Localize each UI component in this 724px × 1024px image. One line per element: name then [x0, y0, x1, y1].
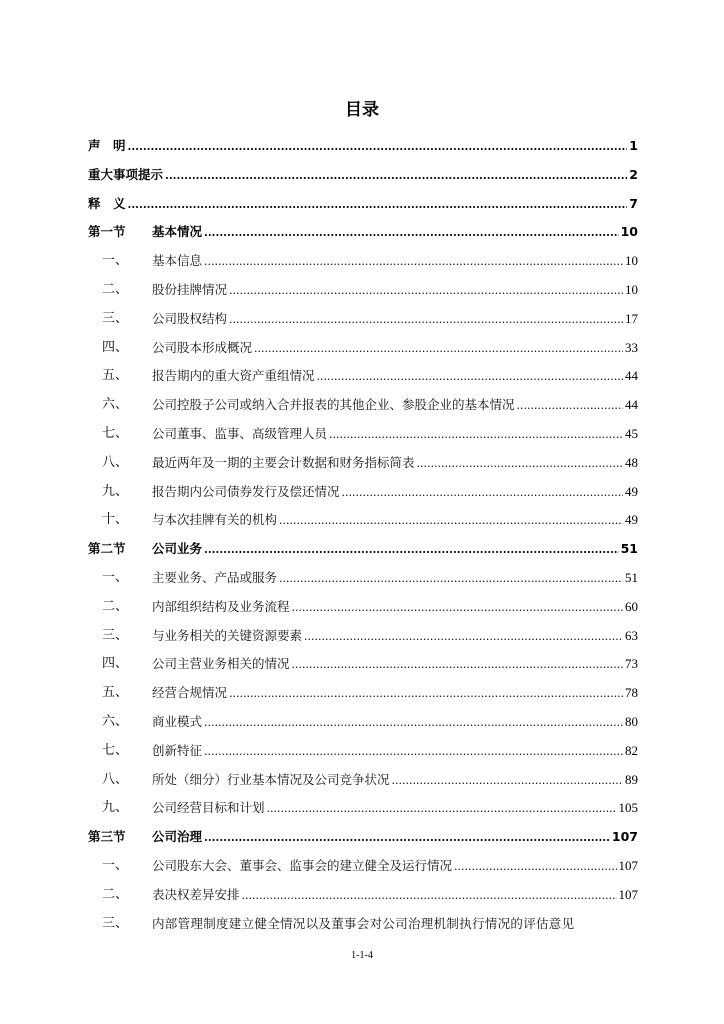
toc-entry-number: 八、 — [102, 772, 129, 787]
toc-entry-label: 经营合规情况 — [152, 685, 228, 700]
toc-entry-page: 49 — [625, 512, 638, 527]
toc-entry-number: 第二节 — [88, 541, 126, 556]
toc-entry-page: 49 — [625, 484, 638, 499]
toc-entry[interactable] — [88, 568, 638, 588]
toc-entry[interactable] — [88, 194, 638, 214]
toc-entry[interactable] — [88, 338, 638, 358]
toc-leader-dots — [392, 772, 623, 790]
toc-leader-dots — [204, 541, 619, 559]
toc-entry-label: 公司经营目标和计划 — [152, 800, 265, 815]
toc-entry-page: 82 — [625, 743, 638, 758]
toc-entry-number: 一、 — [102, 253, 129, 268]
toc-entry[interactable] — [88, 539, 638, 559]
toc-entry[interactable] — [88, 914, 638, 934]
toc-leader-dots — [304, 628, 623, 646]
toc-entry[interactable] — [88, 510, 638, 530]
toc-entry-label: 公司股东大会、董事会、监事会的建立健全及运行情况 — [152, 858, 453, 873]
toc-entry-number: 十、 — [102, 512, 129, 527]
toc-entry-label: 创新特征 — [152, 743, 203, 758]
toc-entry-label: 所处（细分）行业基本情况及公司竞争状况 — [152, 772, 390, 787]
toc-entry-page: 73 — [625, 656, 638, 671]
page-number-footer: 1-1-4 — [351, 950, 373, 961]
toc-entry-label: 与本次挂牌有关的机构 — [152, 512, 278, 527]
toc-entry-label: 公司业务 — [152, 541, 203, 556]
toc-entry-label: 与业务相关的关键资源要素 — [152, 628, 303, 643]
toc-entry-number: 四、 — [102, 656, 129, 671]
toc-leader-dots — [165, 167, 627, 185]
toc-leader-dots — [204, 253, 623, 271]
toc-entry[interactable] — [88, 654, 638, 674]
toc-entry-label: 表决权差异安排 — [152, 887, 240, 902]
toc-leader-dots — [417, 455, 623, 473]
toc-leader-dots — [204, 743, 623, 761]
toc-entry-label: 内部组织结构及业务流程 — [152, 599, 290, 614]
toc-entry-number: 二、 — [102, 599, 129, 614]
toc-entry[interactable] — [88, 222, 638, 242]
toc-entry-page: 51 — [620, 541, 638, 556]
toc-entry-page: 107 — [611, 829, 638, 844]
toc-entry-page: 89 — [625, 772, 638, 787]
toc-entry[interactable] — [88, 626, 638, 646]
toc-entry-number: 九、 — [102, 800, 129, 815]
toc-entry-label: 公司控股子公司或纳入合并报表的其他企业、参股企业的基本情况 — [152, 397, 515, 412]
toc-entry-number: 七、 — [102, 743, 129, 758]
toc-entry-page: 7 — [629, 196, 638, 211]
toc-leader-dots — [517, 397, 623, 415]
toc-entry-page: 17 — [625, 311, 638, 326]
toc-entry[interactable] — [88, 136, 638, 156]
toc-entry-number: 重大事项提示 — [88, 167, 164, 182]
toc-entry-number: 六、 — [102, 397, 129, 412]
toc-entry-number: 五、 — [102, 685, 129, 700]
toc-entry-number: 三、 — [102, 311, 129, 326]
toc-entry[interactable] — [88, 424, 638, 444]
toc-entry-page: 107 — [618, 858, 638, 873]
toc-entry[interactable] — [88, 798, 638, 818]
toc-entry[interactable] — [88, 597, 638, 617]
toc-entry-label: 股份挂牌情况 — [152, 282, 228, 297]
toc-entry-number: 三、 — [102, 628, 129, 643]
toc-entry[interactable] — [88, 395, 638, 415]
toc-entry[interactable] — [88, 366, 638, 386]
toc-entry-page: 63 — [625, 628, 638, 643]
toc-entry-number: 七、 — [102, 426, 129, 441]
toc-entry-page: 10 — [620, 224, 638, 239]
toc-entry-page: 44 — [625, 368, 638, 383]
toc-leader-dots — [229, 311, 623, 329]
toc-entry-label: 内部管理制度建立健全情况以及董事会对公司治理机制执行情况的评估意见 — [152, 916, 575, 931]
toc-entry-number: 二、 — [102, 282, 129, 297]
toc-leader-dots — [317, 368, 623, 386]
toc-entry-number: 第一节 — [88, 224, 126, 239]
toc-entry-label: 商业模式 — [152, 714, 203, 729]
toc-entry[interactable] — [88, 741, 638, 761]
toc-leader-dots — [229, 685, 623, 703]
toc-entry-page: 10 — [625, 253, 638, 268]
toc-leader-dots — [204, 224, 619, 242]
toc-entry-page: 45 — [625, 426, 638, 441]
toc-entry-number: 第三节 — [88, 829, 126, 844]
toc-entry-number: 声 明 — [88, 138, 126, 153]
toc-entry-page: 105 — [618, 800, 638, 815]
toc-leader-dots — [342, 484, 623, 502]
toc-entry-label: 主要业务、产品或服务 — [152, 570, 278, 585]
toc-entry-number: 释 义 — [88, 196, 126, 211]
toc-entry-page: 48 — [625, 455, 638, 470]
toc-entry[interactable] — [88, 453, 638, 473]
toc-entry[interactable] — [88, 770, 638, 790]
toc-entry-page: 51 — [625, 570, 638, 585]
toc-entry[interactable] — [88, 309, 638, 329]
toc-entry-page: 80 — [625, 714, 638, 729]
toc-entry-number: 一、 — [102, 858, 129, 873]
toc-leader-dots — [128, 196, 628, 214]
toc-entry-number: 二、 — [102, 887, 129, 902]
toc-leader-dots — [204, 714, 623, 732]
toc-entry-label: 公司董事、监事、高级管理人员 — [152, 426, 328, 441]
toc-entry[interactable] — [88, 827, 638, 847]
toc-entry-page: 10 — [625, 282, 638, 297]
toc-entry-label: 公司股本形成概况 — [152, 340, 253, 355]
toc-entry-number: 一、 — [102, 570, 129, 585]
toc-entry-page: 107 — [618, 887, 638, 902]
toc-leader-dots — [242, 887, 617, 905]
toc-leader-dots — [267, 800, 617, 818]
toc-entry[interactable] — [88, 885, 638, 905]
toc-entry-number: 五、 — [102, 368, 129, 383]
toc-entry-number: 九、 — [102, 484, 129, 499]
toc-leader-dots — [292, 656, 623, 674]
toc-entry-page: 60 — [625, 599, 638, 614]
toc-entry-number: 四、 — [102, 340, 129, 355]
toc-entry-page: 1 — [629, 138, 638, 153]
toc-entry[interactable] — [88, 683, 638, 703]
toc-entry[interactable] — [88, 251, 638, 271]
toc-leader-dots — [279, 570, 623, 588]
toc-entry-page: 78 — [625, 685, 638, 700]
toc-entry[interactable] — [88, 280, 638, 300]
toc-entry-number: 八、 — [102, 455, 129, 470]
toc-leader-dots — [292, 599, 623, 617]
toc-leader-dots — [454, 858, 616, 876]
toc-entry-number: 六、 — [102, 714, 129, 729]
toc-entry-label: 最近两年及一期的主要会计数据和财务指标简表 — [152, 455, 415, 470]
toc-entry[interactable] — [88, 165, 638, 185]
toc-leader-dots — [229, 282, 623, 300]
toc-entry[interactable] — [88, 856, 638, 876]
toc-leader-dots — [204, 829, 610, 847]
toc-entry-label: 报告期内公司债券发行及偿还情况 — [152, 484, 340, 499]
toc-entry-page: 33 — [625, 340, 638, 355]
toc-entry-label: 公司主营业务相关的情况 — [152, 656, 290, 671]
toc-entry-number: 三、 — [102, 916, 129, 931]
toc-leader-dots — [279, 512, 623, 530]
page-title: 目录 — [345, 100, 379, 120]
toc-entry-label: 公司治理 — [152, 829, 203, 844]
toc-leader-dots — [254, 340, 623, 358]
toc-entry-label: 基本信息 — [152, 253, 203, 268]
toc-leader-dots — [329, 426, 623, 444]
toc-entry[interactable] — [88, 712, 638, 732]
toc-entry-page: 2 — [629, 167, 638, 182]
toc-entry-label: 基本情况 — [152, 224, 203, 239]
toc-entry-page: 44 — [625, 397, 638, 412]
toc-entry-label: 公司股权结构 — [152, 311, 228, 326]
toc-entry-label: 报告期内的重大资产重组情况 — [152, 368, 315, 383]
toc-entry[interactable] — [88, 482, 638, 502]
toc-leader-dots — [128, 138, 628, 156]
